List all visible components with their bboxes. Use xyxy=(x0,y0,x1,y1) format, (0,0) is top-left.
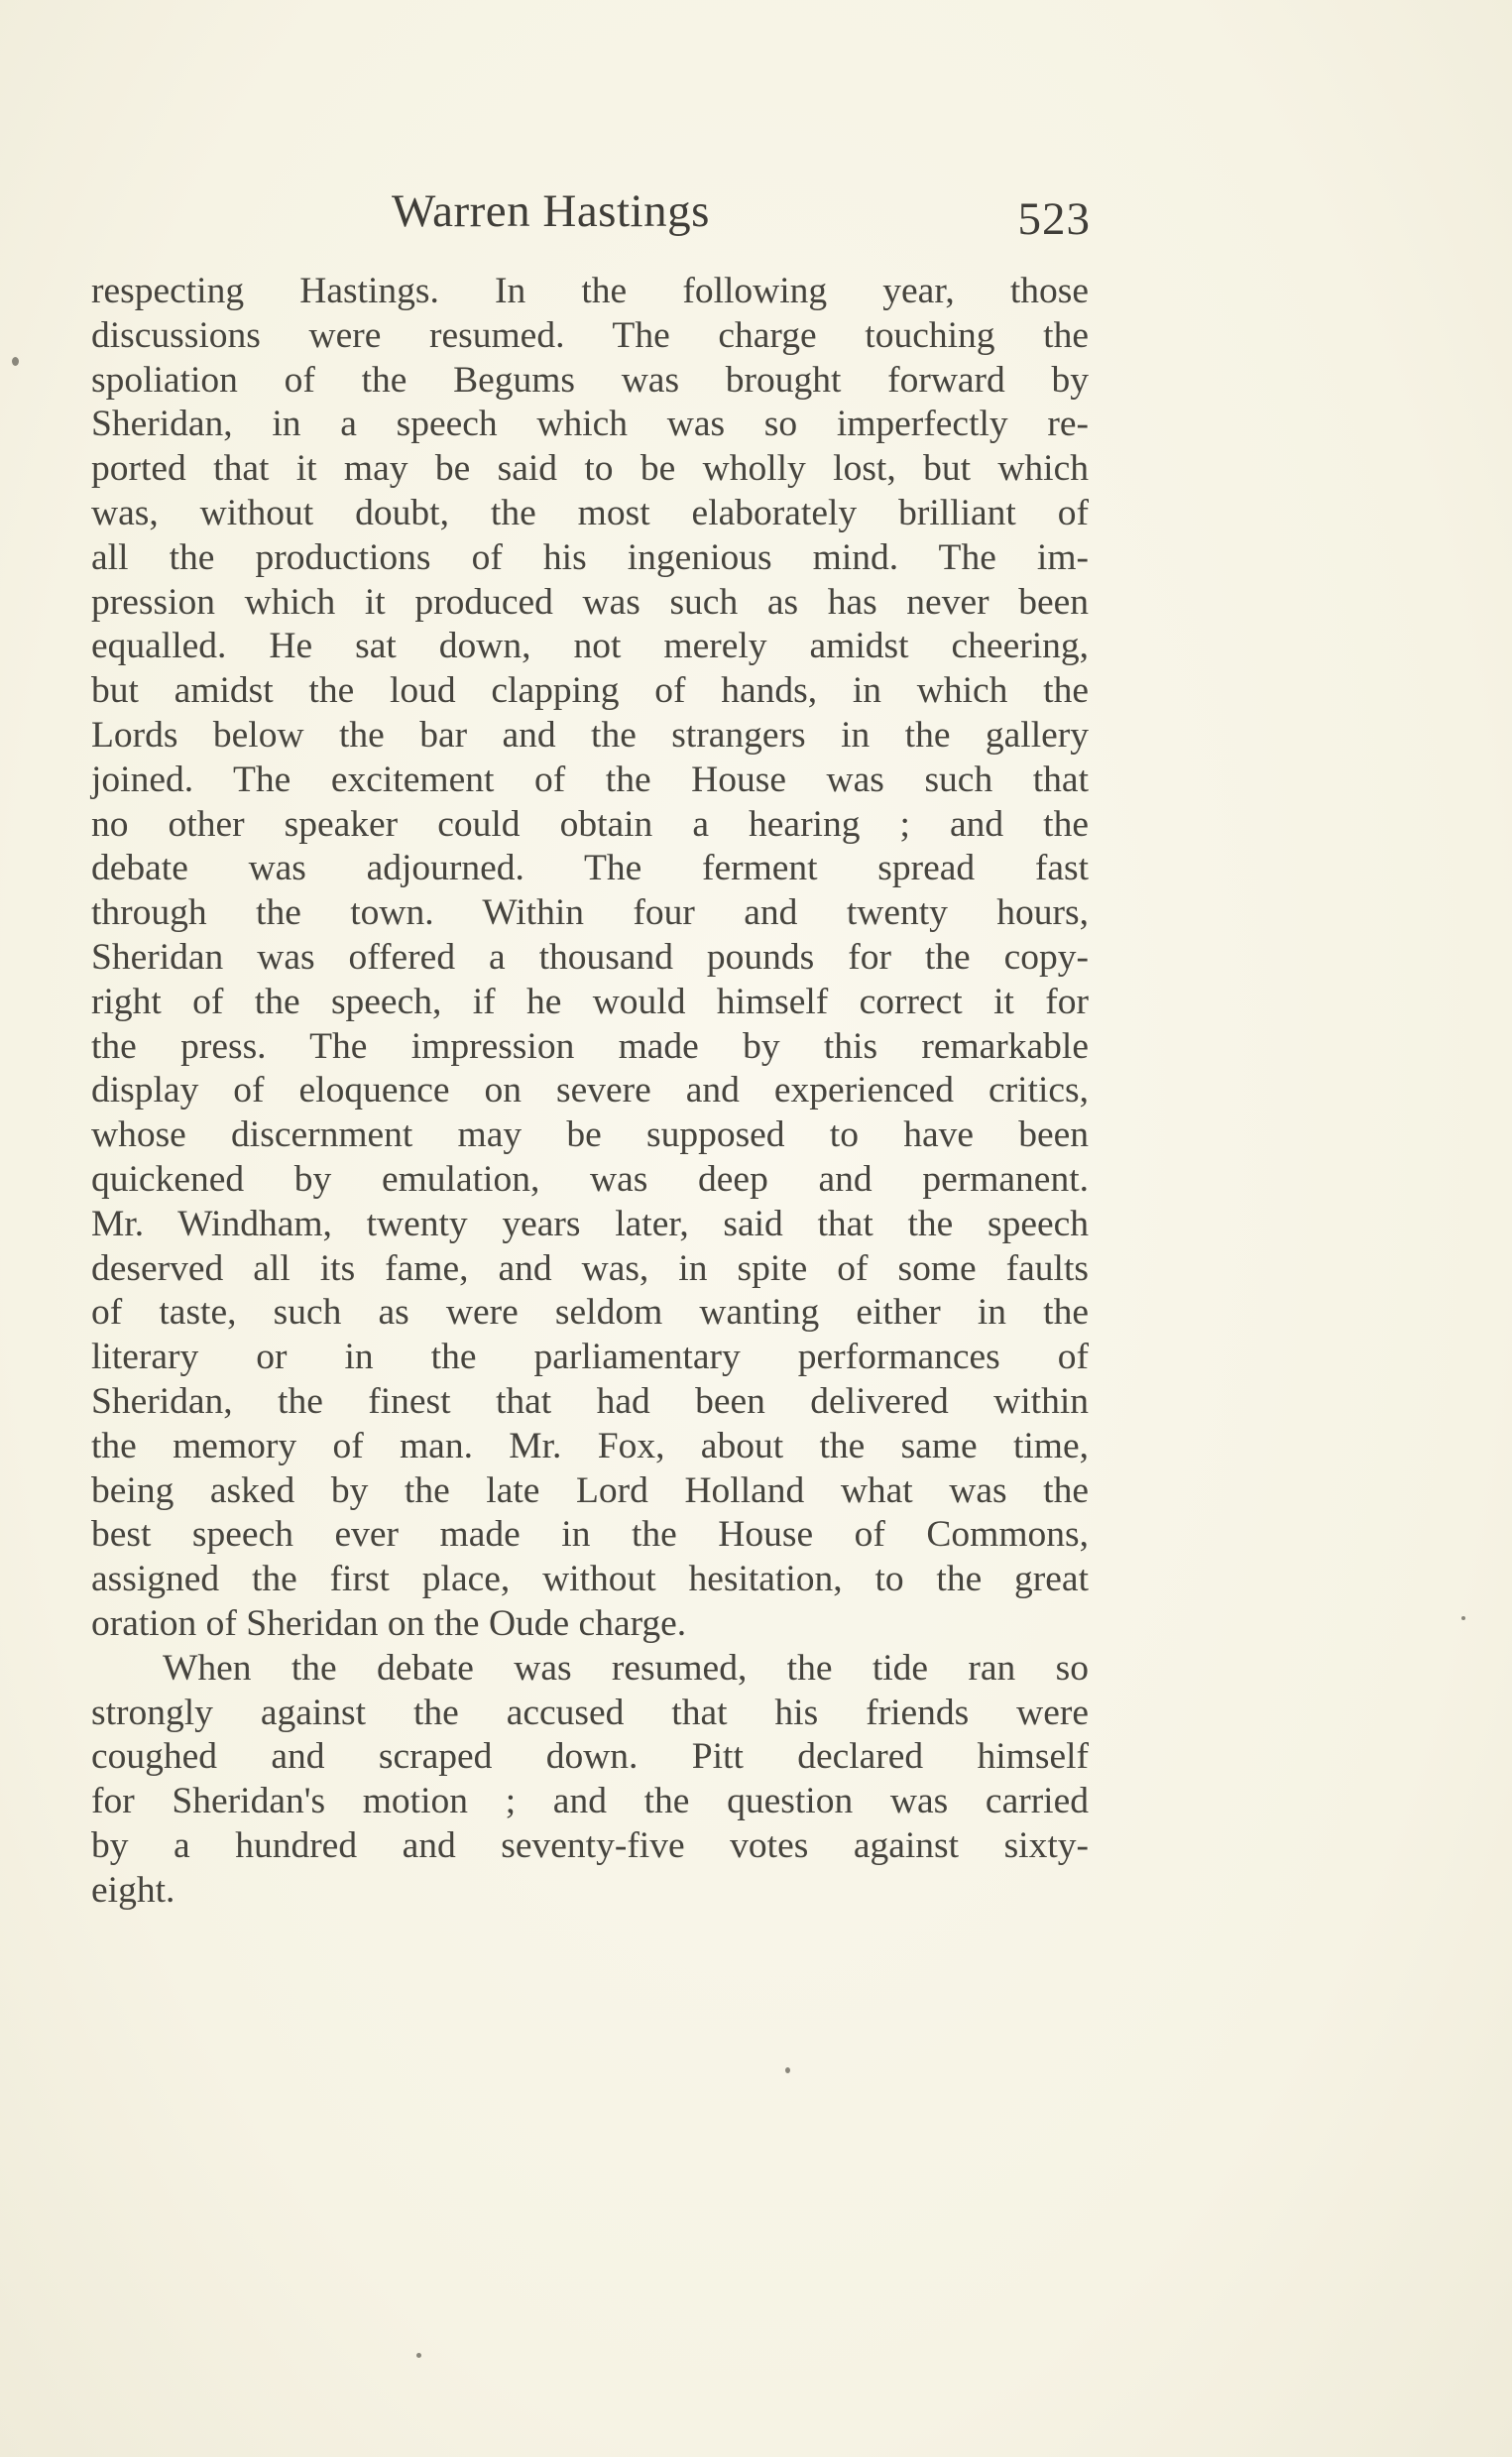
text-line: discussions were resumed. The charge touching the xyxy=(91,314,1089,356)
text-line: ported that it may be said to be wholly lost, but which xyxy=(91,448,1089,490)
text-line: debate was adjourned. The ferment spread fast xyxy=(91,848,1089,889)
text-line: Mr. Windham, twenty years later, said that the speech xyxy=(91,1203,1089,1244)
paragraph-1 xyxy=(91,270,1089,1647)
page-number: 523 xyxy=(1017,193,1091,245)
text-line: deserved all its fame, and was, in spite of some faults xyxy=(91,1247,1089,1289)
text-line: the press. The impression made by this remarkable xyxy=(91,1025,1089,1067)
text-line: of taste, such as were seldom wanting either in the xyxy=(91,1292,1089,1334)
text-line: right of the speech, if he would himself correct it for xyxy=(91,981,1089,1022)
text-line: assigned the first place, without hesitation, to the great xyxy=(91,1559,1089,1600)
paragraph-2 xyxy=(91,1647,1089,1914)
paper-speck xyxy=(1461,1616,1465,1620)
text-line: no other speaker could obtain a hearing ; and the xyxy=(91,803,1089,845)
paper-speck xyxy=(416,2353,421,2358)
text-line: whose discernment may be supposed to have been xyxy=(91,1114,1089,1156)
text-line: pression which it produced was such as has never been xyxy=(91,581,1089,623)
paper-speck xyxy=(785,2067,790,2073)
text-line: Lords below the bar and the strangers in the gallery xyxy=(91,714,1089,756)
text-line: Sheridan, the finest that had been delivered within xyxy=(91,1380,1089,1422)
text-line: literary or in the parliamentary performances of xyxy=(91,1337,1089,1378)
text-line: display of eloquence on severe and experienced critics, xyxy=(91,1070,1089,1112)
text-line: equalled. He sat down, not merely amidst cheering, xyxy=(91,626,1089,667)
text-line: the memory of man. Mr. Fox, about the same time, xyxy=(91,1425,1089,1466)
text-line: oration of Sheridan on the Oude charge. xyxy=(91,1602,687,1644)
text-line: quickened by emulation, was deep and permanent. xyxy=(91,1158,1089,1200)
text-line: Sheridan was offered a thousand pounds for the copy- xyxy=(91,936,1089,978)
text-line: being asked by the late Lord Holland what was the xyxy=(91,1469,1089,1511)
text-line: for Sheridan's motion ; and the question was carried xyxy=(91,1781,1089,1822)
text-line: was, without doubt, the most elaborately brilliant of xyxy=(91,492,1089,533)
running-title: Warren Hastings xyxy=(392,185,710,237)
text-line: all the productions of his ingenious mind. The im- xyxy=(91,536,1089,578)
body-text xyxy=(91,270,1089,1913)
text-line: coughed and scraped down. Pitt declared himself xyxy=(91,1736,1089,1778)
text-line: spoliation of the Begums was brought forward by xyxy=(91,359,1089,401)
text-line: eight. xyxy=(91,1869,175,1911)
text-line: When the debate was resumed, the tide ran so xyxy=(163,1647,1089,1689)
text-line: best speech ever made in the House of Commons, xyxy=(91,1514,1089,1556)
text-line: but amidst the loud clapping of hands, in which the xyxy=(91,670,1089,712)
page-header xyxy=(89,176,1091,256)
text-line: strongly against the accused that his friends were xyxy=(91,1692,1089,1733)
text-line: through the town. Within four and twenty hours, xyxy=(91,892,1089,934)
text-line: by a hundred and seventy-five votes against sixty- xyxy=(91,1824,1089,1866)
text-line: Sheridan, in a speech which was so imperfectly re- xyxy=(91,404,1089,445)
text-line: respecting Hastings. In the following year, those xyxy=(91,271,1089,311)
text-line: joined. The excitement of the House was such that xyxy=(91,759,1089,800)
paper-speck xyxy=(12,357,19,366)
